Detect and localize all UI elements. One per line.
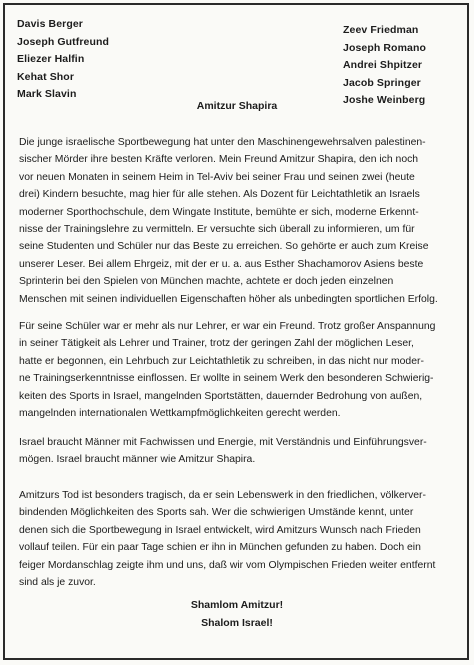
text-line: drei) Kindern besuchte, mag hier für alle stehen. Als Dozent für Leichtathletik an Israels bbox=[19, 189, 420, 201]
text-line: sischer Mörder ihre besten Kräfte verloren. Mein Freund Amitzur Shapira, den ich noch bbox=[19, 154, 419, 166]
text-line: vollauf teilen. Für ein paar Tage schien er ihn in München gefunden zu haben. Doch ein bbox=[19, 542, 421, 554]
victims-list-right bbox=[343, 22, 426, 110]
text-line: unserer Leser. Bei allem Ehrgeiz, mit der er u. a. aus Esther Shachamorov Asiens beste bbox=[19, 258, 424, 270]
paragraph-2 bbox=[19, 318, 435, 422]
paragraph-3 bbox=[19, 434, 427, 469]
victim-name: Joseph Romano bbox=[343, 41, 426, 54]
victim-name: Andrei Shpitzer bbox=[343, 59, 423, 71]
victim-name: Eliezer Halfin bbox=[17, 53, 85, 65]
text-line: nisse der Trainingslehre zu vermitteln. Er versuchte sich überall zu informieren, um für bbox=[19, 224, 415, 236]
article-title: Amitzur Shapira bbox=[196, 100, 278, 112]
text-line: vor neuen Monaten in seinem Heim in Tel-Aviv bei seiner Frau und seinen zwei (heute bbox=[19, 171, 415, 183]
victim-name: Joseph Gutfreund bbox=[17, 35, 110, 48]
text-line: bindenden Möglichkeiten des Sports sah. Wer die schwierigen Umstände kennt, unter bbox=[19, 507, 414, 519]
paragraph-1 bbox=[19, 134, 438, 308]
text-line: mangelnden internationalen Wettkampfmöglichkeiten gerecht werden. bbox=[19, 408, 341, 420]
victim-name: Mark Slavin bbox=[17, 88, 77, 100]
victim-name: Zeev Friedman bbox=[343, 24, 419, 36]
victim-name: Davis Berger bbox=[17, 18, 83, 30]
text-line: sind als je zuvor. bbox=[19, 577, 96, 589]
text-line: Die junge israelische Sportbewegung hat unter den Maschinengewehrsalven palestinen- bbox=[19, 137, 426, 148]
text-line: denen sich die Sportbewegung in Israel entwickelt, wird Amitzurs Wunsch nach Frieden bbox=[19, 524, 421, 536]
text-line: Sprinterin bei den Spielen von München machte, achtete er doch jeden einzelnen bbox=[19, 276, 394, 288]
text-line: feiger Mordanschlag zeigte ihm und uns, daß wir vom Olympischen Frieden weiter entfernt bbox=[19, 559, 436, 571]
victim-name: Kehat Shor bbox=[17, 70, 75, 83]
text-line: in seiner Tätigkeit als Lehrer und Trainer, trotz der geringen Zahl der möglichen Leser, bbox=[19, 338, 414, 350]
text-line: mögen. Israel braucht männer wie Amitzur Shapira. bbox=[19, 454, 256, 466]
closing-salutation bbox=[0, 597, 474, 632]
text-line: Israel braucht Männer mit Fachwissen und Energie, mit Verständnis und Einführungsver- bbox=[19, 437, 427, 448]
victim-name: Jacob Springer bbox=[343, 76, 421, 89]
text-line: moderner Sporthochschule, dem Wingate Institute, bemühte er sich, moderne Erkennt- bbox=[19, 206, 419, 218]
victims-list-left bbox=[17, 16, 109, 104]
closing-line: Shamlom Amitzur! bbox=[190, 599, 284, 611]
text-line: seine Studenten und Schüler nur das Beste zu erreichen. So gehörte er auch zum Kreise bbox=[19, 241, 429, 253]
text-line: Menschen mit seinen individuellen Eigenschaften höher als unbedingten sportlichen Erfolg. bbox=[19, 293, 438, 305]
text-line: keiten des Sports in Israel, mangelnden Sportstätten, dauernder Bedrohung von außen, bbox=[19, 390, 423, 402]
text-line: Für seine Schüler war er mehr als nur Lehrer, er war ein Freund. Trotz großer Anspannung bbox=[19, 321, 436, 332]
paragraph-4 bbox=[19, 487, 435, 591]
text-line: hatte er begonnen, ein Lehrbuch zur Leichtathletik zu schreiben, in das nicht nur moder- bbox=[19, 355, 424, 367]
text-line: ne Trainingserkenntnisse einflossen. Er wollte in seinem Werk den besonderen Schwierig- bbox=[19, 373, 434, 385]
text-line: Amitzurs Tod ist besonders tragisch, da er sein Lebenswerk in den friedlichen, völkerver- bbox=[19, 490, 426, 501]
closing-line: Shalom Israel! bbox=[201, 616, 273, 629]
victim-name: Joshe Weinberg bbox=[343, 94, 426, 106]
